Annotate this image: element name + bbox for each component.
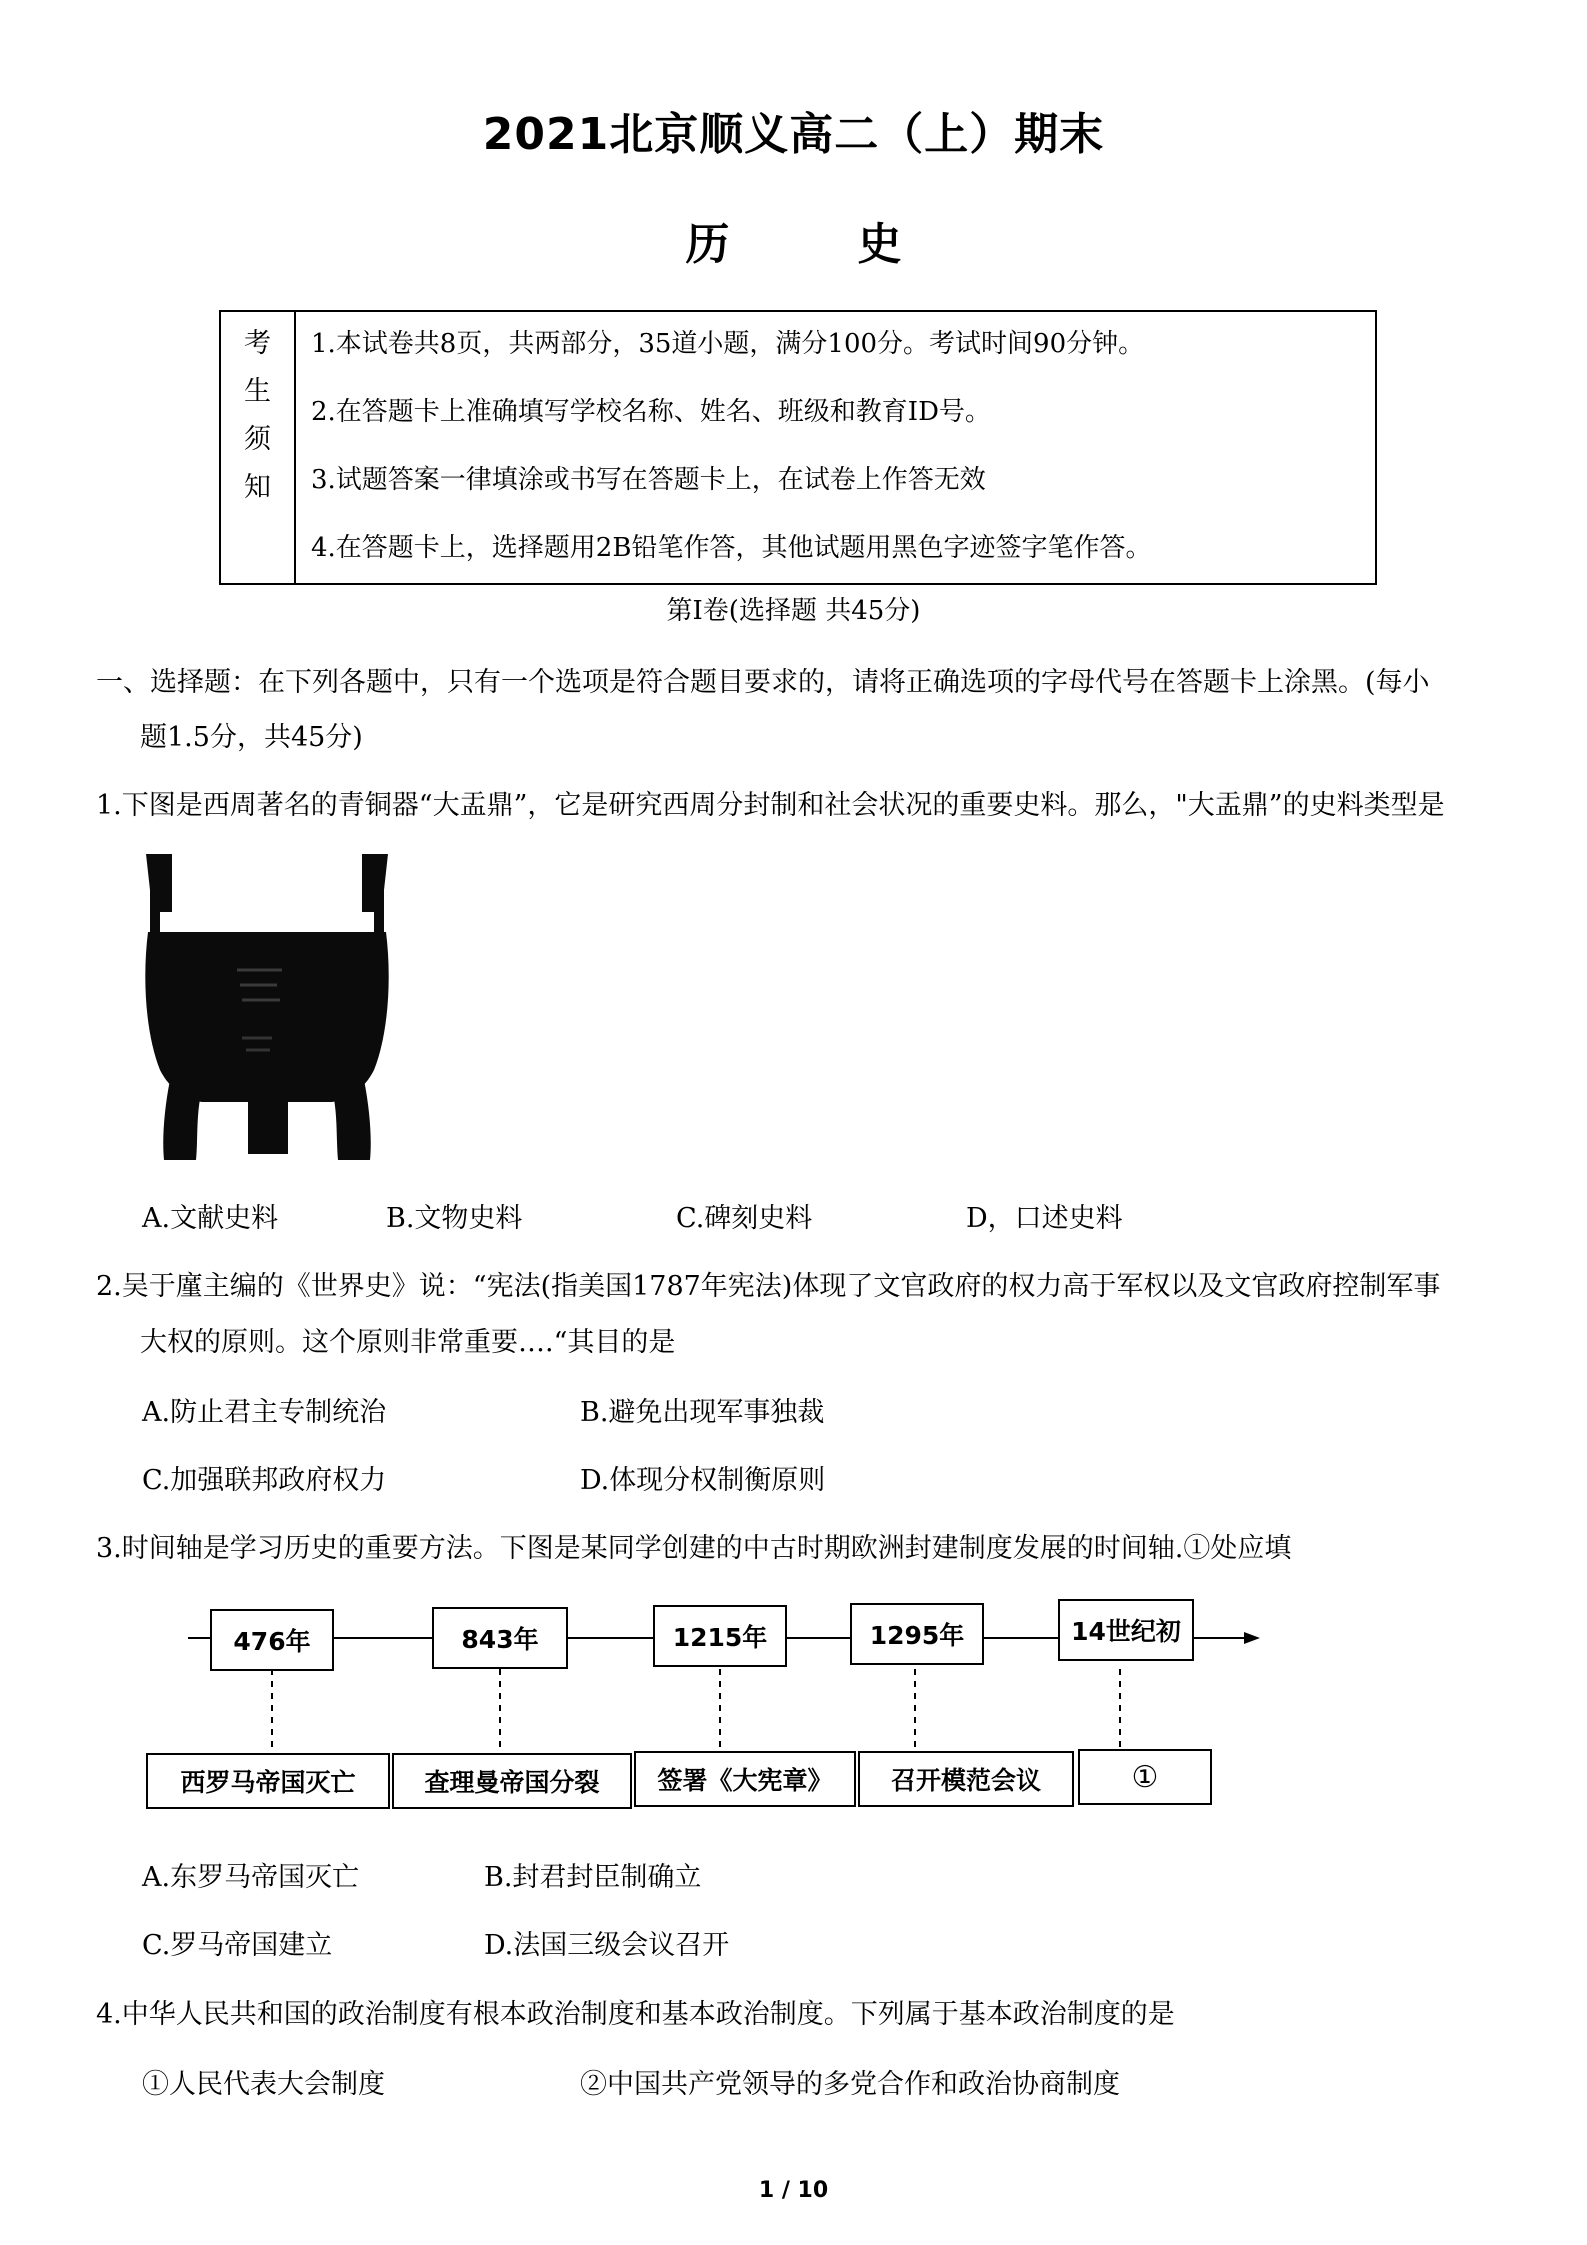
question-2-option-d[interactable]: D.体现分权制衡原则 — [580, 1465, 826, 1496]
subject-char: 历 — [685, 219, 730, 270]
notice-side-char: 生 — [244, 376, 271, 407]
section-title: 第Ⅰ卷(选择题 共45分) — [666, 596, 921, 626]
notice-side-label — [221, 312, 296, 583]
question-1-option-c[interactable]: C.碑刻史料 — [676, 1203, 813, 1234]
question-4-item-1: ①人民代表大会制度 — [142, 2069, 385, 2100]
notice-side-char: 须 — [244, 424, 271, 455]
question-2-option-a[interactable]: A.防止君主专制统治 — [142, 1397, 387, 1428]
question-2-stem: 2.吴于廑主编的《世界史》说：“宪法(指美国1787年宪法)体现了文官政府的权力高于军权以及文官政府控制军事 — [96, 1271, 1441, 1302]
notice-item: 4.在答题卡上，选择题用2B铅笔作答，其他试题用黑色字迹签字笔作答。 — [311, 533, 1152, 563]
timeline-year-box: 1215年 — [653, 1605, 787, 1667]
exam-title: 2021北京顺义高二（上）期末 — [482, 109, 1105, 160]
question-3-option-b[interactable]: B.封君封臣制确立 — [484, 1862, 702, 1893]
timeline-blank-box: ① — [1078, 1749, 1212, 1805]
timeline-diagram — [170, 1583, 1270, 1823]
timeline-year-box: 14世纪初 — [1058, 1599, 1194, 1661]
section-instructions-cont: 题1.5分，共45分) — [140, 722, 363, 753]
timeline-year-box: 476年 — [210, 1609, 334, 1671]
timeline-year-box: 1295年 — [850, 1603, 984, 1665]
question-2-option-c[interactable]: C.加强联邦政府权力 — [142, 1465, 387, 1496]
timeline-event-box: 召开模范会议 — [858, 1751, 1074, 1807]
question-3-option-d[interactable]: D.法国三级会议召开 — [484, 1930, 730, 1961]
subject-title — [0, 208, 1587, 272]
page-number: 1 / 10 — [758, 2178, 829, 2203]
notice-item: 1.本试卷共8页，共两部分，35道小题，满分100分。考试时间90分钟。 — [311, 329, 1145, 359]
notice-side-char: 知 — [244, 472, 271, 503]
question-2-stem-cont: 大权的原则。这个原则非常重要….“其目的是 — [140, 1327, 676, 1358]
notice-item: 2.在答题卡上准确填写学校名称、姓名、班级和教育ID号。 — [311, 397, 991, 427]
da-yu-ding-image — [142, 850, 392, 1165]
question-1-option-d[interactable]: D，口述史料 — [966, 1203, 1123, 1234]
question-4-stem: 4.中华人民共和国的政治制度有根本政治制度和基本政治制度。下列属于基本政治制度的是 — [96, 1999, 1175, 2030]
question-1-option-b[interactable]: B.文物史料 — [386, 1203, 523, 1234]
question-1-stem: 1.下图是西周著名的青铜器“大盂鼎”，它是研究西周分封制和社会状况的重要史料。那么，"大盂鼎”的史料类型是 — [96, 790, 1445, 821]
question-3-stem: 3.时间轴是学习历史的重要方法。下图是某同学创建的中古时期欧洲封建制度发展的时间轴.①处应填 — [96, 1533, 1292, 1564]
timeline-year-box: 843年 — [432, 1607, 568, 1669]
notice-items — [311, 320, 1151, 592]
notice-side-char: 考 — [244, 328, 271, 359]
question-1-option-a[interactable]: A.文献史料 — [142, 1203, 279, 1234]
question-3-option-c[interactable]: C.罗马帝国建立 — [142, 1930, 333, 1961]
question-3-option-a[interactable]: A.东罗马帝国灭亡 — [142, 1862, 360, 1893]
timeline-event-box: 西罗马帝国灭亡 — [146, 1753, 390, 1809]
subject-char: 史 — [857, 219, 902, 270]
exam-notice-box — [219, 310, 1377, 585]
section-instructions: 一、选择题：在下列各题中，只有一个选项是符合题目要求的，请将正确选项的字母代号在答题卡上涂黑。(每小 — [96, 667, 1430, 698]
timeline-event-box: 查理曼帝国分裂 — [392, 1753, 632, 1809]
notice-item: 3.试题答案一律填涂或书写在答题卡上，在试卷上作答无效 — [311, 465, 986, 495]
timeline-event-box: 签署《大宪章》 — [634, 1751, 856, 1807]
question-4-item-2: ②中国共产党领导的多党合作和政治协商制度 — [580, 2069, 1120, 2100]
question-2-option-b[interactable]: B.避免出现军事独裁 — [580, 1397, 825, 1428]
